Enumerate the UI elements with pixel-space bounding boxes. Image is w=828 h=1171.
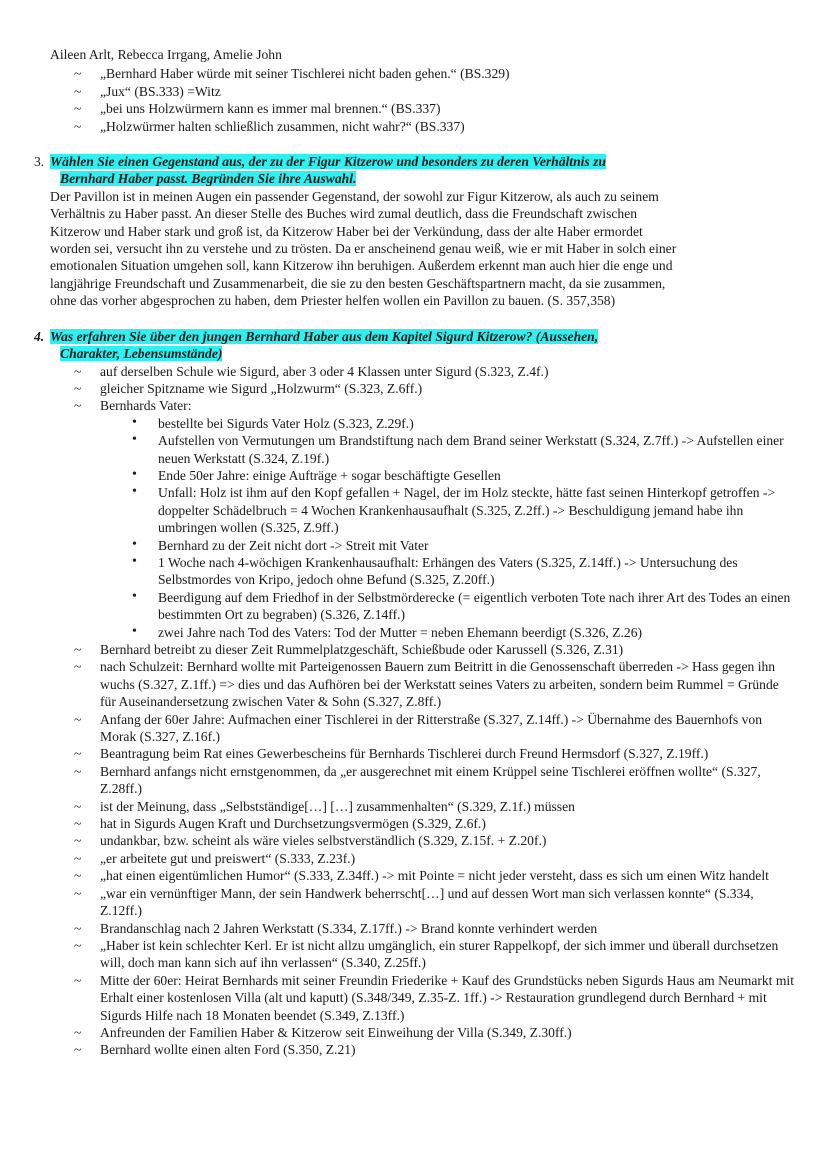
list-item: ~ ist der Meinung, dass „Selbstständige[…] […] zusammenhalten“ (S.329, Z.1f.) müssen (74, 798, 575, 814)
dot-bullet: • (132, 553, 137, 569)
question-4-number: 4. (34, 328, 45, 344)
list-item: ~ Mitte der 60er: Heirat Bernhards mit seiner Freundin Friederike + Kauf des Grundstücks neben Sigurds Haus am Neumarkt mit Erhalt einer kostenlosen Villa (alt und kaputt) (S.348/349, Z.35-Z. 1ff.) -> Restauration grundlegend durch Bernhard + mit Sigurds Hilfe nach 18 Monaten beendet (S.349, Z.13ff.) (74, 972, 794, 1023)
list-item: ~ Anfang der 60er Jahre: Aufmachen einer Tischlerei in der Ritterstraße (S.327, Z.14ff.) -> Übernahme des Bauernhofs von Morak (S.327, Z.16f.) (74, 711, 762, 745)
tilde-bullet: ~ (74, 363, 82, 379)
question-3-line-1: Wählen Sie einen Gegenstand aus, der zu der Figur Kitzerow und besonders zu deren Verhältnis zu (50, 154, 606, 170)
tilde-bullet: ~ (74, 972, 82, 988)
list-item: ~ „Haber ist kein schlechter Kerl. Er ist nicht allzu umgänglich, ein sturer Rappelkopf, der sich immer und überall durchsetzen will, doch man kann sich auf ihn verlassen“ (S.340, Z.25ff.) (74, 937, 779, 971)
dot-bullet: • (132, 466, 137, 482)
list-item: ~ „er arbeitete gut und preiswert“ (S.333, Z.23f.) (74, 850, 356, 866)
tilde-bullet: ~ (74, 83, 82, 99)
sublist-item: • bestellte bei Sigurds Vater Holz (S.323, Z.29f.) (132, 414, 414, 431)
question-4-line-1: Was erfahren Sie über den jungen Bernhard Haber aus dem Kapitel Sigurd Kitzerow? (Aussehen, (50, 328, 599, 344)
question-4-line-2: Charakter, Lebensumstände) (60, 346, 223, 362)
sublist-item: • Ende 50er Jahre: einige Aufträge + sogar beschäftigte Gesellen (132, 466, 501, 483)
tilde-bullet: ~ (74, 659, 82, 675)
sublist-item: • Bernhard zu der Zeit nicht dort -> Streit mit Vater (132, 536, 429, 553)
list-item: ~ „war ein vernünftiger Mann, der sein Handwerk beherrscht[…] und auf dessen Wort man sich verlassen konnte“ (S.334, Z.12ff.) (74, 885, 754, 919)
question-3-number: 3. (34, 154, 45, 170)
quotes-list (50, 65, 798, 135)
tilde-bullet: ~ (74, 885, 82, 901)
question-3-heading (34, 153, 798, 188)
dot-bullet: • (132, 484, 137, 500)
list-item: ~ Bernhards Vater: (74, 398, 192, 414)
list-item: ~ hat in Sigurds Augen Kraft und Durchsetzungsvermögen (S.329, Z.6f.) (74, 816, 486, 832)
tilde-bullet: ~ (74, 1042, 82, 1058)
tilde-bullet: ~ (74, 920, 82, 936)
dot-bullet: • (132, 536, 137, 552)
quote-item: ~ „Holzwürmer halten schließlich zusammen, nicht wahr?“ (BS.337) (74, 118, 465, 134)
list-item: ~ gleicher Spitzname wie Sigurd „Holzwurm“ (S.323, Z.6ff.) (74, 380, 423, 396)
tilde-bullet: ~ (74, 937, 82, 953)
tilde-bullet: ~ (74, 642, 82, 657)
sublist-item: • Aufstellen von Vermutungen um Brandstiftung nach dem Brand seiner Werkstatt (S.324, Z.7ff.) -> Aufstellen einer neuen Werkstatt (S.324, Z.19f.) (132, 432, 784, 466)
list-item: ~ Bernhard betreibt zu dieser Zeit Rummelplatzgeschäft, Schießbude oder Karussell (S.326, Z.31) (74, 642, 624, 657)
tilde-bullet: ~ (74, 711, 82, 727)
tilde-bullet: ~ (74, 101, 82, 117)
tilde-bullet: ~ (74, 118, 82, 134)
question-3-answer: Der Pavillon ist in meinen Augen ein passender Gegenstand, der sowohl zur Figur Kitzerow, als auch zu seinem Verhältnis zu Haber passt. An dieser Stelle des Buches wird zumal deutlich, dass die Freundschaft zwischen Kitzerow und Haber stark und groß ist, da Kitzerow Haber bei der Verkündung, dass der alte Haber ermordet worden sei, versucht ihn zu verstehe und zu trösten. Da er anscheinend genau weiß, wie er mit Haber in solch einer emotionalen Situation umgehen soll, kann Kitzerow ihn beruhigen. Außerdem erkennt man auch hier die enge und langjährige Freundschaft und Zusammenarbeit, die sie zu den besten Geschäftspartnern macht, da sie zusammen, ohne das vorher abgesprochen zu haben, dem Priester helfen wollen ein Pavillon zu bauen. (S. 357,358) (50, 188, 677, 309)
sublist-item: • Unfall: Holz ist ihm auf den Kopf gefallen + Nagel, der im Holz steckte, hätte fast seinen Hinterkopf getroffen -> doppelter Schädelbruch = 4 Wochen Krankenhausaufhalt (S.325, Z.2ff.) -> Beschuldigung jemand habe ihn umbringen wollen (S.325, Z.9ff.) (132, 484, 776, 536)
tilde-bullet: ~ (74, 798, 82, 814)
tilde-bullet: ~ (74, 833, 82, 849)
authors-line: Aileen Arlt, Rebecca Irrgang, Amelie John (50, 47, 282, 62)
list-item: ~ Brandanschlag nach 2 Jahren Werkstatt (S.334, Z.17ff.) -> Brand konnte verhindert werden (74, 920, 598, 936)
question-4-heading (34, 328, 798, 363)
tilde-bullet: ~ (74, 850, 82, 866)
dot-bullet: • (132, 588, 137, 604)
dot-bullet: • (132, 623, 137, 639)
tilde-bullet: ~ (74, 380, 82, 396)
quote-item: ~ „bei uns Holzwürmern kann es immer mal brennen.“ (BS.337) (74, 101, 441, 117)
sublist-item: • Beerdigung auf dem Friedhof in der Selbstmörderecke (= eigentlich verboten Tote nach ihrer Art des Todes an einen bestimmten Ort zu begraben) (S.326, Z.14ff.) (132, 588, 791, 623)
quote-item: ~ „Bernhard Haber würde mit seiner Tischlerei nicht baden gehen.“ (BS.329) (74, 66, 510, 82)
list-item: ~ Beantragung beim Rat eines Gewerbescheins für Bernhards Tischlerei durch Freund Hermsdorf (S.327, Z.19ff.) (74, 746, 709, 762)
question-4-list-continued (50, 641, 798, 1059)
list-item: ~ Bernhard anfangs nicht ernstgenommen, da „er ausgerechnet mit einem Krüppel seine Tischlerei eröffnen wollte“ (S.327, Z.28ff.) (74, 763, 761, 797)
list-item: ~ auf derselben Schule wie Sigurd, aber 3 oder 4 Klassen unter Sigurd (S.323, Z.4f.) (74, 363, 549, 379)
list-item: ~ undankbar, bzw. scheint als wäre vieles selbstverständlich (S.329, Z.15f. + Z.20f.) (74, 833, 547, 849)
quote-item: ~ „Jux“ (BS.333) =Witz (74, 83, 221, 99)
list-item: ~ Bernhard wollte einen alten Ford (S.350, Z.21) (74, 1042, 356, 1058)
tilde-bullet: ~ (74, 66, 82, 82)
question-4-list (50, 363, 798, 415)
list-item: ~ nach Schulzeit: Bernhard wollte mit Parteigenossen Bauern zum Beitritt in die Genossenschaft überreden -> Hass gegen ihn wuchs (S.327, Z.1ff.) => dies und das Aufhören bei der Werkstatt seines Vaters zu arbeiten, sondern beim Rummel = Gründe für Auseinandersetzung zwischen Vater & Sohn (S.327, Z.8ff.) (74, 659, 779, 710)
dot-bullet: • (132, 432, 137, 448)
dot-bullet: • (132, 414, 137, 430)
tilde-bullet: ~ (74, 1024, 82, 1040)
father-sublist (50, 415, 798, 641)
tilde-bullet: ~ (74, 746, 82, 762)
tilde-bullet: ~ (74, 868, 82, 884)
list-item: ~ „hat einen eigentümlichen Humor“ (S.333, Z.34ff.) -> mit Pointe = nicht jeder versteht, dass es sich um einen Witz handelt (74, 868, 769, 884)
sublist-item: • zwei Jahre nach Tod des Vaters: Tod der Mutter = neben Ehemann beerdigt (S.326, Z.26) (132, 623, 643, 640)
tilde-bullet: ~ (74, 763, 82, 779)
question-3-line-2: Bernhard Haber passt. Begründen Sie ihre Auswahl. (60, 171, 357, 187)
list-item: ~ Anfreunden der Familien Haber & Kitzerow seit Einweihung der Villa (S.349, Z.30ff.) (74, 1024, 572, 1040)
tilde-bullet: ~ (74, 816, 82, 832)
sublist-item: • 1 Woche nach 4-wöchigen Krankenhausaufhalt: Erhängen des Vaters (S.325, Z.14ff.) -> Untersuchung des Selbstmordes von Kripo, jedoch ohne Befund (S.325, Z.20ff.) (132, 553, 738, 588)
tilde-bullet: ~ (74, 398, 82, 414)
